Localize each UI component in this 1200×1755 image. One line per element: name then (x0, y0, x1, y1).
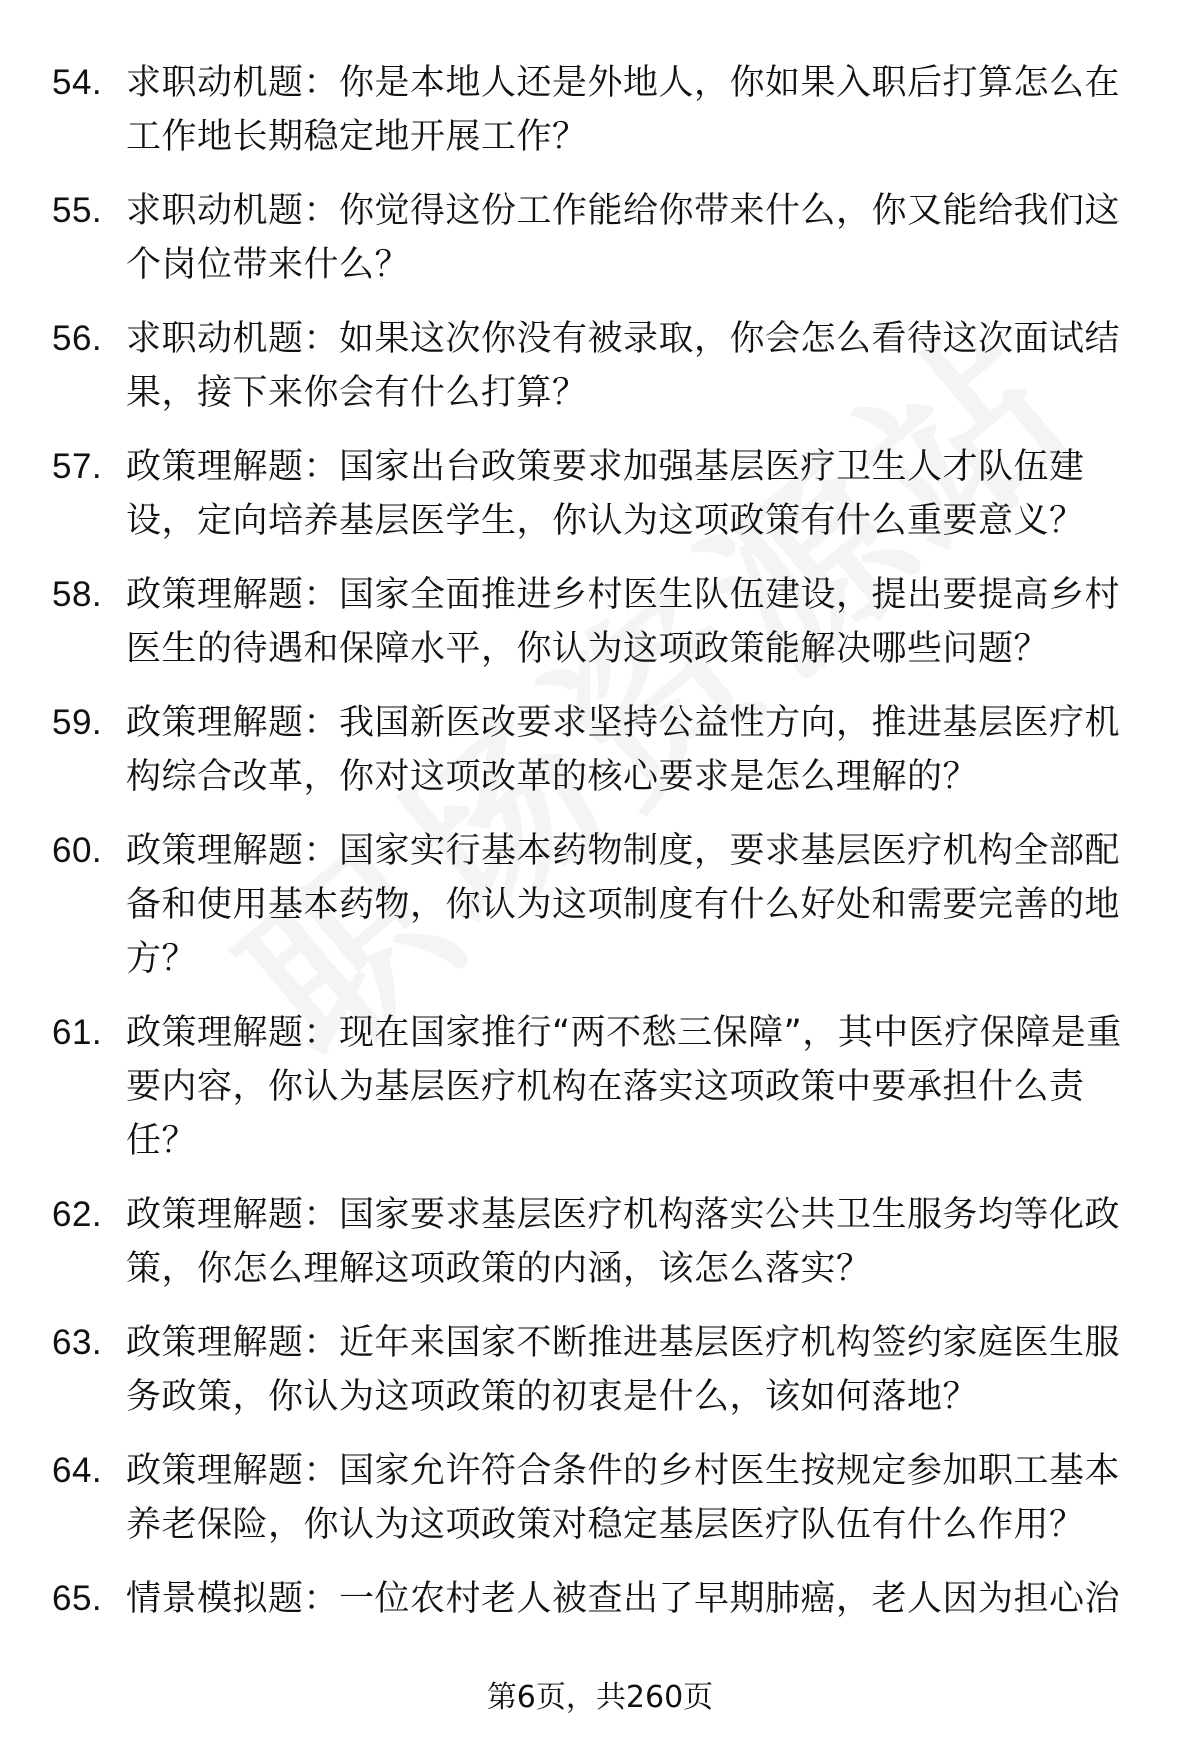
question-number: 54. (52, 63, 103, 102)
question-item (52, 56, 1152, 164)
question-text: 政策理解题：国家全面推进乡村医生队伍建设，提出要提高乡村医生的待遇和保障水平，你认为这项政策能解决哪些问题？ (126, 575, 1121, 669)
question-list (52, 56, 1152, 1646)
question-item (52, 824, 1152, 986)
question-number: 57. (52, 447, 103, 486)
question-item (52, 1572, 1152, 1626)
question-item (52, 1188, 1152, 1296)
question-item (52, 1006, 1152, 1168)
question-number: 62. (52, 1195, 103, 1234)
question-text: 政策理解题：国家出台政策要求加强基层医疗卫生人才队伍建设，定向培养基层医学生，你认为这项政策有什么重要意义？ (126, 447, 1085, 541)
question-text: 求职动机题：如果这次你没有被录取，你会怎么看待这次面试结果，接下来你会有什么打算？ (126, 319, 1121, 413)
question-text: 政策理解题：国家允许符合条件的乡村医生按规定参加职工基本养老保险，你认为这项政策对稳定基层医疗队伍有什么作用？ (126, 1451, 1121, 1545)
question-text: 求职动机题：你觉得这份工作能给你带来什么，你又能给我们这个岗位带来什么？ (126, 191, 1121, 285)
question-text: 政策理解题：我国新医改要求坚持公益性方向，推进基层医疗机构综合改革，你对这项改革的核心要求是怎么理解的？ (126, 703, 1121, 797)
question-number: 60. (52, 831, 103, 870)
question-item (52, 568, 1152, 676)
question-text: 政策理解题：国家要求基层医疗机构落实公共卫生服务均等化政策，你怎么理解这项政策的内涵，该怎么落实？ (126, 1195, 1121, 1289)
question-item (52, 696, 1152, 804)
question-number: 55. (52, 191, 103, 230)
question-item (52, 1444, 1152, 1552)
question-text: 政策理解题：近年来国家不断推进基层医疗机构签约家庭医生服务政策，你认为这项政策的初衷是什么，该如何落地？ (126, 1323, 1121, 1417)
question-item (52, 440, 1152, 548)
question-text: 求职动机题：你是本地人还是外地人，你如果入职后打算怎么在工作地长期稳定地开展工作？ (126, 63, 1121, 157)
question-number: 63. (52, 1323, 103, 1362)
question-text: 政策理解题：现在国家推行“两不愁三保障”，其中医疗保障是重要内容，你认为基层医疗机构在落实这项政策中要承担什么责任？ (126, 1013, 1122, 1161)
question-text: 情景模拟题：一位农村老人被查出了早期肺癌，老人因为担心治 (126, 1579, 1121, 1619)
question-number: 65. (52, 1579, 103, 1618)
question-text: 政策理解题：国家实行基本药物制度，要求基层医疗机构全部配备和使用基本药物，你认为这项制度有什么好处和需要完善的地方？ (126, 831, 1121, 979)
question-number: 59. (52, 703, 103, 742)
question-item (52, 312, 1152, 420)
page-footer: 第6页，共260页 (486, 1680, 714, 1715)
question-number: 64. (52, 1451, 103, 1490)
question-number: 58. (52, 575, 103, 614)
question-item (52, 184, 1152, 292)
question-number: 56. (52, 319, 103, 358)
question-item (52, 1316, 1152, 1424)
question-number: 61. (52, 1013, 103, 1052)
